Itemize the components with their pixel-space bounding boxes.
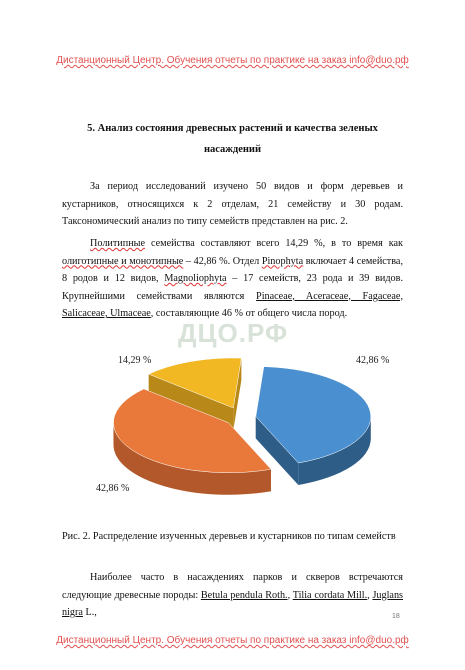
term: Pinophyta [261, 255, 304, 267]
text: , [287, 589, 293, 601]
term: Политипные [90, 238, 146, 249]
families-list: Pinaceae, Aceraceae, Fagaceae, Salicaceae, Ulmaceae [62, 290, 403, 319]
text: семейства составляют всего 14,29 %, в то время как [145, 238, 403, 249]
species: Juglans nigra [62, 589, 403, 618]
text: – 17 семейств, 23 рода и 39 видов. Крупнейшими семействами являются [62, 273, 403, 302]
species: Tilia cordata Mill. [292, 589, 368, 601]
term: олиготипные и монотипные [62, 255, 184, 267]
text: включает 4 семейства, 8 родов и 12 видов, [62, 255, 404, 284]
pie-chart-svg [90, 350, 390, 510]
paragraph [62, 235, 403, 323]
page-number: 18 [392, 613, 400, 620]
text: L., [82, 607, 97, 618]
header-text[interactable]: Дистанционный Центр. Обучения отчеты по практике на заказ info@duo.рф [56, 55, 409, 66]
species: Betula pendula Roth. [200, 589, 288, 601]
slice-label-blue: 42,86 % [356, 355, 390, 366]
pie-chart [90, 350, 390, 510]
section-heading: 5. Анализ состояния древесных растений и качества зеленых насаждений [87, 123, 378, 155]
slice-label-yellow: 14,29 % [118, 355, 152, 366]
text: , [367, 589, 373, 601]
footer-text[interactable]: Дистанционный Центр. Обучения отчеты по практике на заказ info@duo.рф [56, 635, 409, 646]
text: , составляющие 46 % от общего числа пород. [150, 308, 348, 319]
figure-caption: Рис. 2. Распределение изученных деревьев и кустарников по типам семейств [62, 531, 396, 542]
paragraph-text: За период исследований изучено 50 видов и форм деревьев и кустарников, относящихся к 2 отделам, 21 семейству и 30 родам. Таксономический анализ по типу семейств представлен на рис. 2. [62, 181, 403, 227]
paragraph [62, 178, 403, 231]
watermark: ДЦО.РФ [178, 318, 289, 348]
slice-label-orange: 42,86 % [96, 483, 130, 494]
text: Наиболее часто в насаждениях парков и скверов встречаются следующие древесные породы: [62, 572, 403, 601]
text: – 42,86 %. Отдел [183, 255, 262, 267]
paragraph [62, 569, 403, 622]
term: Magnoliophyta [164, 273, 227, 284]
